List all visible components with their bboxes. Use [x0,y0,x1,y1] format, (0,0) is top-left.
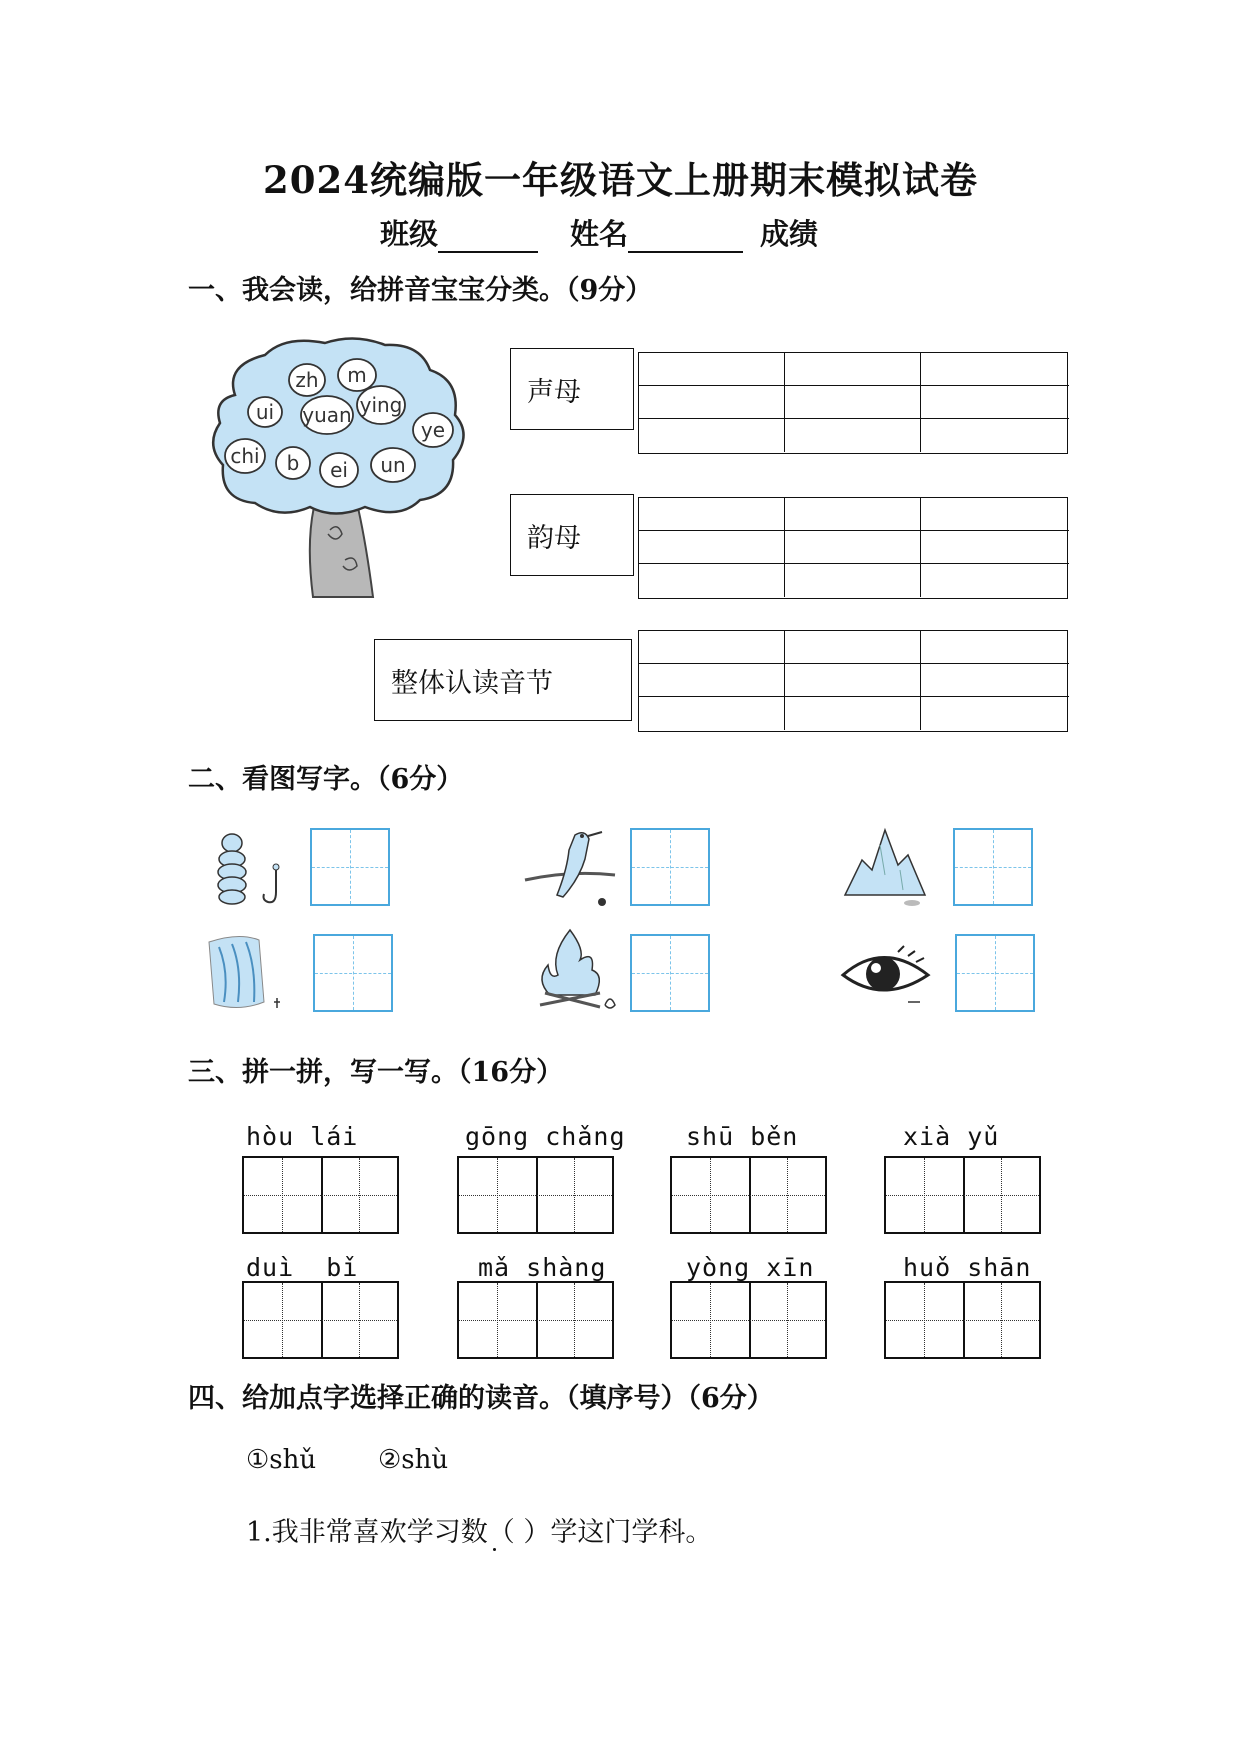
svg-text:zh: zh [295,368,319,392]
tian-grid-2[interactable] [630,828,710,906]
svg-text:ui: ui [255,400,275,424]
score-label: 成绩 [760,217,819,251]
section3-heading: 三、拼一拼，写一写。（16分） [188,1057,564,1088]
fire-picture-icon [530,925,620,1017]
apple-m [338,359,376,391]
tian-grid-1[interactable] [310,828,390,906]
pinyin-huoshan: huǒ shān [903,1253,1032,1282]
apple-un [371,448,415,482]
option-2: ②shù [378,1445,449,1475]
option-1: ①shǔ [246,1445,317,1475]
page-title: 2024统编版一年级语文上册期末模拟试卷 [263,158,978,202]
category-shengmu: 声母 [510,348,634,430]
apple-ui [248,397,282,427]
pinyin-houlai: hòu lái [246,1122,359,1151]
category-yunmu: 韵母 [510,494,634,576]
name-blank[interactable] [628,221,743,253]
apple-yuan [301,396,353,434]
section4-heading: 四、给加点字选择正确的读音。（填序号）（6分） [188,1383,774,1414]
word-box-5[interactable] [242,1281,399,1359]
tian-grid-4[interactable] [313,934,393,1012]
pinyin-mashang: mǎ shàng [478,1253,607,1282]
pinyin-xiayu: xià yǔ [903,1122,1000,1151]
answer-grid-shengmu[interactable] [638,352,1068,454]
pinyin-duibi: duì bǐ [246,1253,359,1282]
apple-ye [413,413,453,447]
apple-ying [357,386,405,424]
class-blank[interactable] [438,221,538,253]
apple-zh [289,364,325,396]
word-box-2[interactable] [457,1156,614,1234]
apple-b [276,447,310,479]
section2-heading: 二、看图写字。（6分） [188,764,464,795]
tian-grid-6[interactable] [955,934,1035,1012]
tian-grid-3[interactable] [953,828,1033,906]
name-label: 姓名 [570,217,629,251]
word-box-3[interactable] [670,1156,827,1234]
word-box-8[interactable] [884,1281,1041,1359]
pinyin-gongchang: gōng chǎng [465,1122,626,1151]
pinyin-shuben: shū běn [686,1122,799,1151]
svg-text:chi: chi [230,444,260,468]
section1-heading: 一、我会读，给拼音宝宝分类。（9分） [188,275,653,306]
svg-text:b: b [286,451,300,475]
word-box-7[interactable] [670,1281,827,1359]
eye-picture-icon [838,940,938,1015]
category-zhengti: 整体认读音节 [374,639,632,721]
pinyin-tree-illustration [205,335,480,605]
question-1: 1.我非常喜欢学习数（ ）学这门学科。 [246,1517,713,1548]
word-box-4[interactable] [884,1156,1041,1234]
svg-text:ye: ye [420,418,446,442]
apple-ei [320,453,358,487]
bird-picture-icon [520,820,620,915]
tian-grid-5[interactable] [630,934,710,1012]
svg-text:ying: ying [359,393,403,417]
mountain-picture-icon [840,825,930,910]
answer-grid-zhengti[interactable] [638,630,1068,732]
name-field[interactable] [570,212,743,253]
class-label: 班级 [380,217,439,251]
answer-grid-yunmu[interactable] [638,497,1068,599]
emphasis-dot [493,1548,496,1551]
pinyin-yongxin: yòng xīn [686,1253,815,1282]
water-picture-icon [204,932,294,1017]
svg-text:m: m [347,363,367,387]
insect-picture-icon [204,825,294,910]
svg-text:un: un [380,453,406,477]
apple-chi [225,439,265,473]
word-box-1[interactable] [242,1156,399,1234]
class-field[interactable] [380,212,538,253]
word-box-6[interactable] [457,1281,614,1359]
svg-text:yuan: yuan [302,403,352,427]
svg-text:ei: ei [330,458,348,482]
